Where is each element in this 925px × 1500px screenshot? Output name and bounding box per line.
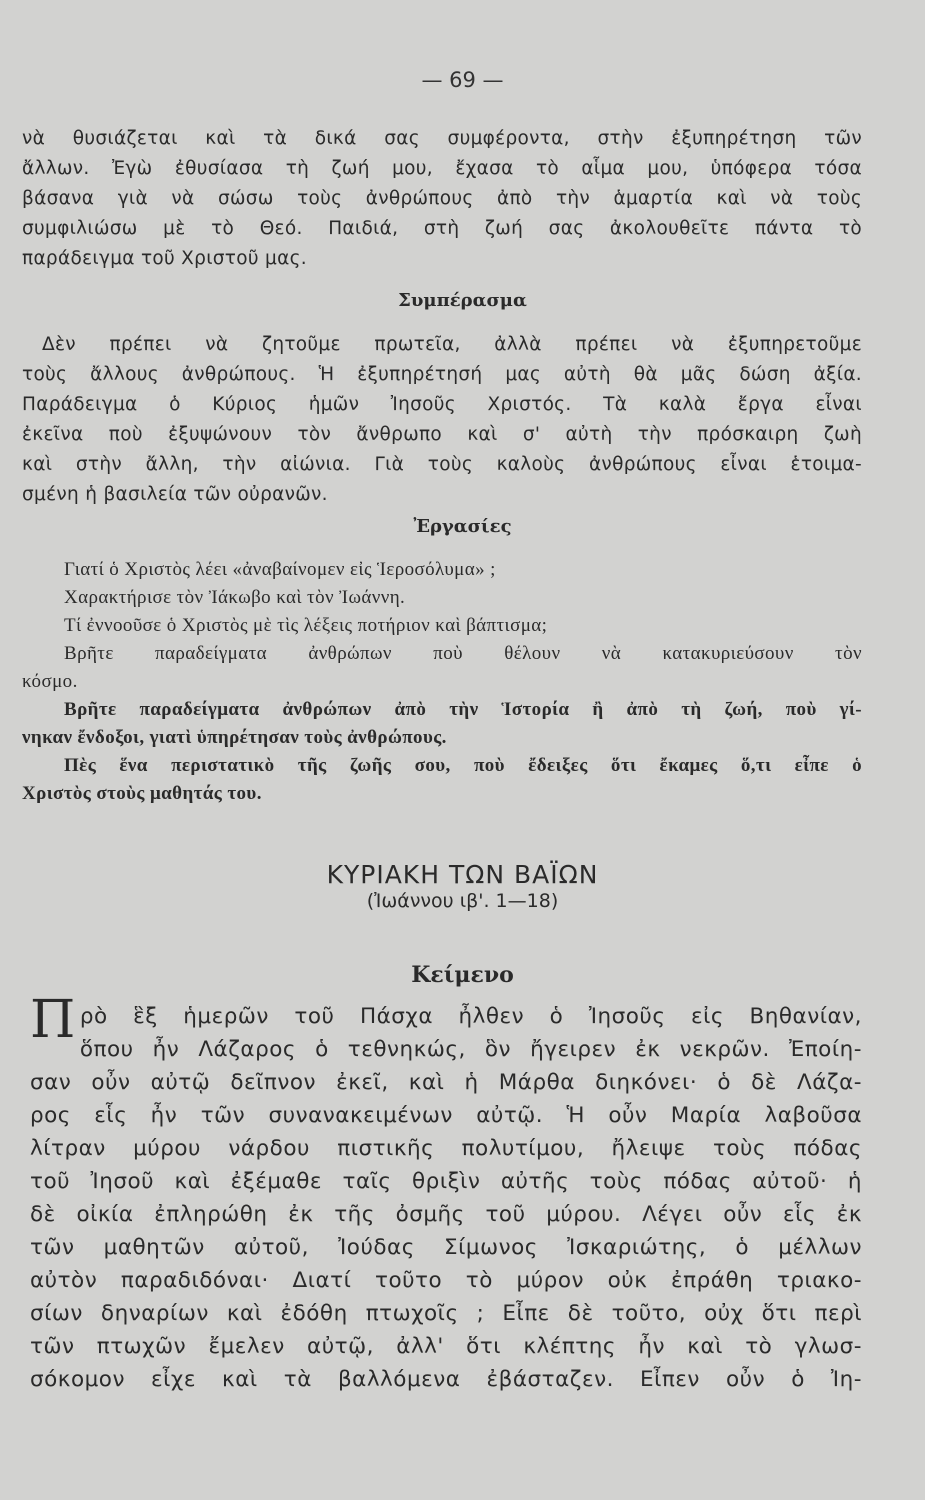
exercise-item-cont: κόσμο. [22,671,78,692]
text-line: ἄλλων. Ἐγὼ ἐθυσίασα τὴ ζωή μου, ἔχασα τὸ αἷμα μου, ὑπόφερα τόσα [22,158,862,179]
exercise-item: Χαρακτήρισε τὸν Ἰάκωβο καὶ τὸν Ἰωάννη. [64,587,406,608]
text-line: νὰ θυσιάζεται καὶ τὰ δικά σας συμφέροντα, στὴν ἐξυπηρέτηση τῶν [22,128,862,149]
text-line: ὅπου ἦν Λάζαρος ὁ τεθνηκώς, ὃν ἤγειρεν ἐκ νεκρῶν. Ἐποίη- [79,1037,862,1062]
conclusion-paragraph [22,330,862,510]
text-line: ἐκεῖνα ποὺ ἐξυψώνουν τὸν ἄνθρωπο καὶ σ' αὐτὴ τὴν πρόσκαιρη ζωὴ [22,424,862,445]
text-line: Δὲν πρέπει νὰ ζητοῦμε πρωτεῖα, ἀλλὰ πρέπει νὰ ἐξυπηρετοῦμε [42,334,862,355]
conclusion-heading: Συμπέρασμα [398,290,527,311]
text-line: αὐτὸν παραδιδόναι· Διατί τοῦτο τὸ μύρον οὐκ ἐπράθη τριακο- [30,1268,862,1293]
exercise-item: Πὲς ἕνα περιστατικὸ τῆς ζωῆς σου, ποὺ ἔδειξες ὅτι ἔκαμες ὅ,τι εἶπε ὁ [64,755,862,776]
exercise-item: Βρῆτε παραδείγματα ἀνθρώπων ποὺ θέλουν νὰ κατακυριεύσουν τὸν [64,643,862,664]
exercise-item: Γιατί ὁ Χριστὸς λέει «ἀναβαίνομεν εἰς Ἱεροσόλυμα» ; [64,559,496,580]
gospel-text [30,990,862,1396]
text-line: παράδειγμα τοῦ Χριστοῦ μας. [22,248,307,269]
text-line: δὲ οἰκία ἐπληρώθη ἐκ τῆς ὀσμῆς τοῦ μύρου. Λέγει οὖν εἷς ἐκ [30,1202,862,1227]
text-line: συμφιλιώσω μὲ τὸ Θεό. Παιδιά, στὴ ζωή σας ἀκολουθεῖτε πάντα τὸ [22,218,862,239]
text-line: βάσανα γιὰ νὰ σώσω τοὺς ἀνθρώπους ἀπὸ τὴν ἁμαρτία καὶ νὰ τοὺς [22,188,862,209]
text-line: καὶ στὴν ἄλλη, τὴν αἰώνια. Γιὰ τοὺς καλοὺς ἀνθρώπους εἶναι ἑτοιμα- [22,454,862,475]
text-line: τῶν μαθητῶν αὐτοῦ, Ἰούδας Σίμωνος Ἰσκαριώτης, ὁ μέλλων [30,1235,862,1260]
page-number: — 69 — [421,68,504,92]
exercises-list [22,556,862,808]
text-line: σμένη ἡ βασιλεία τῶν οὐρανῶν. [22,484,328,505]
text-line: σόκομον εἶχε καὶ τὰ βαλλόμενα ἐβάσταζεν. Εἶπεν οὖν ὁ Ἰη- [30,1367,862,1392]
text-line: ρὸ ἓξ ἡμερῶν τοῦ Πάσχα ἦλθεν ὁ Ἰησοῦς εἰς Βηθανίαν, [79,1004,862,1029]
text-line: τοῦ Ἰησοῦ καὶ ἐξέμαθε ταῖς θριξὶν αὐτῆς τοὺς πόδας αὐτοῦ· ἡ [30,1169,862,1194]
text-line: σίων δηναρίων καὶ ἐδόθη πτωχοῖς ; Εἶπε δὲ τοῦτο, οὐχ ὅτι περὶ [30,1301,862,1326]
exercises-heading: Ἐργασίες [413,516,512,537]
drop-cap: Π [30,990,76,1050]
text-line: σαν οὖν αὐτῷ δεῖπνον ἐκεῖ, καὶ ἡ Μάρθα διηκόνει· ὁ δὲ Λάζα- [30,1070,862,1095]
exercise-item-cont: νηκαν ἔνδοξοι, γιατὶ ὑπηρέτησαν τοὺς ἀνθρώπους. [22,727,447,748]
text-line: τοὺς ἄλλους ἀνθρώπους. Ἡ ἐξυπηρέτησή μας αὐτὴ θὰ μᾶς δώση ἀξία. [22,364,862,385]
text-line: Παράδειγμα ὁ Κύριος ἡμῶν Ἰησοῦς Χριστός. Τὰ καλὰ ἔργα εἶναι [22,394,862,415]
exercise-item: Τί ἐννοοῦσε ὁ Χριστὸς μὲ τὶς λέξεις ποτήριον καὶ βάπτισμα; [64,615,548,636]
exercise-item: Βρῆτε παραδείγματα ἀνθρώπων ἀπὸ τὴν Ἱστορία ἢ ἀπὸ τὴ ζωή, ποὺ γί- [64,699,862,720]
text-line: τῶν πτωχῶν ἔμελεν αὐτῷ, ἀλλ' ὅτι κλέπτης ἦν καὶ τὸ γλωσ- [30,1334,862,1359]
text-line: λίτραν μύρου νάρδου πιστικῆς πολυτίμου, ἤλειψε τοὺς πόδας [30,1136,862,1161]
exercise-item-cont: Χριστὸς στοὺς μαθητάς του. [22,783,262,804]
text-line: ρος εἷς ἦν τῶν συνανακειμένων αὐτῷ. Ἡ οὖν Μαρία λαβοῦσα [30,1103,862,1128]
scripture-reference: (Ἰωάννου ιβ'. 1—18) [366,890,559,912]
text-heading: Κείμενο [411,962,514,988]
section-title: ΚΥΡΙΑΚΗ ΤΩΝ ΒΑΪΩΝ [326,860,599,889]
intro-paragraph [22,124,862,274]
